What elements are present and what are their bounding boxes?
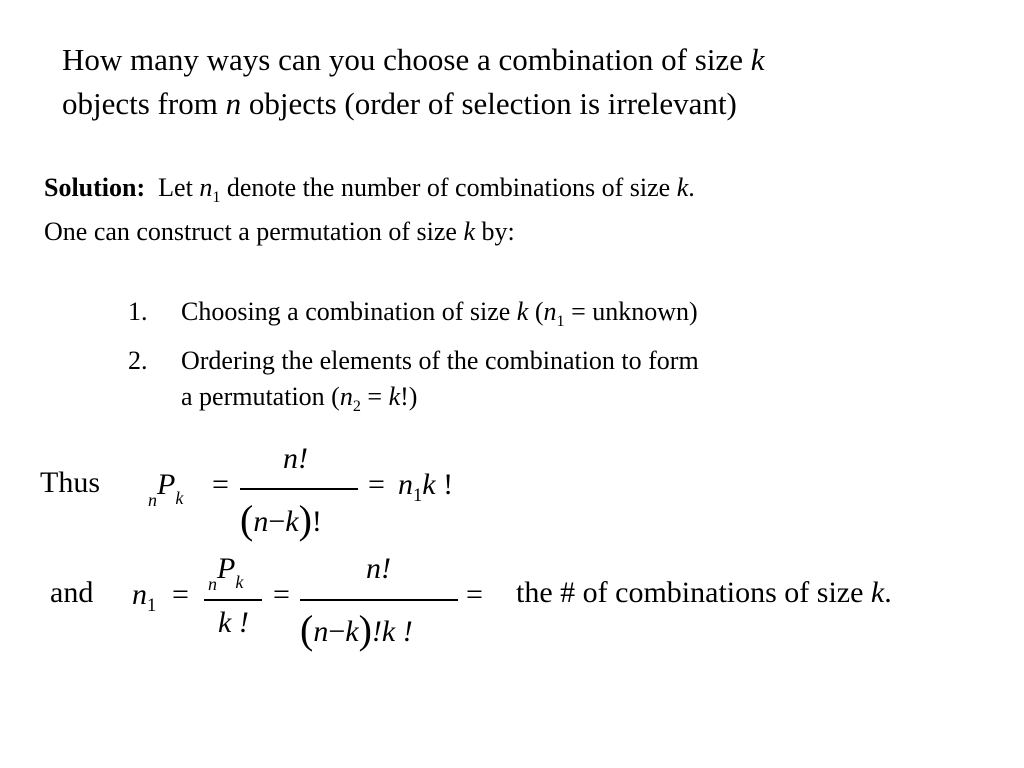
fraction-denominator: (n−k)! [240, 497, 322, 542]
step-number: 2. [128, 346, 148, 375]
fraction-bar [240, 488, 358, 490]
equals-sign: = [212, 468, 229, 501]
n1-lhs: $n_1$ [132, 578, 157, 616]
solution-block [44, 168, 695, 252]
fraction-numerator: n! [283, 442, 308, 475]
title-line-1: How many ways can you choose a combination of size k [62, 42, 765, 77]
fraction-denominator: (n−k)!k ! [300, 607, 413, 652]
equals-sign: = [172, 578, 189, 611]
step-number: 1. [128, 297, 148, 326]
solution-line-2: One can construct a permutation of size k by: [44, 217, 515, 246]
fraction-bar [204, 599, 262, 601]
step-text: Choosing a combination of size k ($n_1$ = unknown) [181, 297, 698, 330]
thus-label: Thus [40, 466, 100, 499]
title-line-2: objects from n objects (order of selection is irrelevant) [62, 86, 737, 121]
equals-sign: = [273, 578, 290, 611]
n1-k-factorial: $n_1k$ ! [398, 468, 454, 506]
and-label: and [50, 576, 94, 609]
solution-label: Solution: [44, 173, 146, 202]
fraction-numerator: n! [366, 552, 391, 585]
var-n: n [225, 86, 242, 121]
equals-sign: = [368, 468, 385, 501]
var-k: k [750, 42, 765, 77]
slide-title [62, 38, 764, 126]
fraction-bar [300, 599, 458, 601]
fraction-denominator: k ! [218, 606, 249, 639]
step-text: Ordering the elements of the combination to form a permutation $(n_2 = k!)$ [181, 346, 699, 415]
equals-sign: = [466, 578, 483, 611]
nPk-lhs: $_nP_k$ [148, 468, 184, 510]
combinations-text: the # of combinations of size k. [516, 576, 892, 609]
solution-line-1: Solution: Let $n_1$ denote the number of combinations of size k. [44, 173, 695, 206]
fraction-numerator: $_nP_k$ [208, 552, 244, 594]
